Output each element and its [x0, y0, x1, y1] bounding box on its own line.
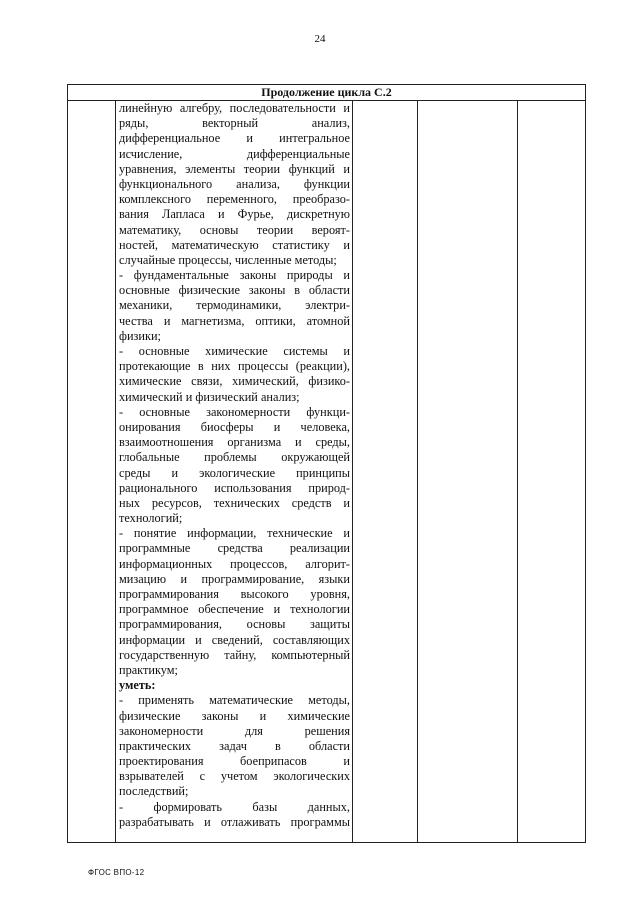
text-line: программное обеспечение и технологии	[119, 602, 350, 617]
text-line: физические законы и химические	[119, 708, 350, 723]
curriculum-table	[67, 84, 586, 843]
text-line: онирования биосферы и человека,	[119, 419, 350, 434]
text-line: закономерности для решения	[119, 723, 350, 738]
text-line: государственную тайну, компьютерный	[119, 647, 350, 662]
empty-cell-5	[518, 101, 586, 843]
text-line: протекающие в них процессы (реакции),	[119, 359, 350, 374]
text-line: программирования высокого уровня,	[119, 587, 350, 601]
text-line: линейную алгебру, последовательности и	[119, 101, 350, 115]
text-line: химический и физический анализ;	[119, 389, 300, 404]
text-line: - формировать базы данных,	[119, 799, 350, 814]
text-line: среды и экологические принципы	[119, 465, 350, 480]
text-line: уметь:	[119, 678, 156, 693]
competency-text-cell	[116, 101, 353, 843]
text-line: физики;	[119, 328, 161, 343]
table-body-row	[68, 101, 586, 843]
text-line: - фундаментальные законы природы и	[119, 268, 350, 283]
text-line: чества и магнетизма, оптики, атомной	[119, 313, 350, 328]
text-line: ряды, векторный анализ,	[119, 116, 350, 131]
text-line: исчисление, дифференциальные	[119, 146, 350, 161]
text-line: случайные процессы, численные методы;	[119, 252, 337, 267]
text-line: ностей, математическую статистику и	[119, 237, 350, 252]
text-line: ных ресурсов, технических средств и	[119, 495, 350, 510]
text-line: вания Лапласа и Фурье, дискретную	[119, 207, 350, 222]
text-line: уравнения, элементы теории функций и	[119, 161, 350, 176]
index-cell	[68, 101, 116, 843]
text-line: программирования, основы защиты	[119, 617, 350, 632]
empty-cell-4	[418, 101, 518, 843]
competency-text	[116, 101, 352, 830]
text-line: мизацию и программирование, языки	[119, 571, 350, 586]
table-header-row	[68, 85, 586, 101]
text-line: глобальные проблемы окружающей	[119, 450, 350, 465]
footer-code: ФГОС ВПО-12	[88, 868, 145, 877]
text-line: химические связи, химический, физико-	[119, 374, 350, 389]
text-line: функционального анализа, функции	[119, 176, 350, 191]
text-line: - основные закономерности функци-	[119, 404, 350, 419]
text-line: информационных процессов, алгорит-	[119, 556, 350, 571]
text-line: взаимоотношения организма и среды,	[119, 435, 350, 450]
table-header: Продолжение цикла С.2	[68, 85, 586, 101]
text-line: взрывателей с учетом экологических	[119, 769, 350, 784]
text-line: математику, основы теории вероят-	[119, 222, 350, 237]
text-line: механики, термодинамики, электри-	[119, 298, 350, 313]
text-line: - применять математические методы,	[119, 693, 350, 708]
text-line: программные средства реализации	[119, 541, 350, 556]
text-line: проектирования боеприпасов и	[119, 754, 350, 769]
text-line: разрабатывать и отлаживать программы	[119, 814, 350, 829]
text-line: - понятие информации, технические и	[119, 526, 350, 541]
text-line: последствий;	[119, 784, 189, 799]
text-line: информации и сведений, составляющих	[119, 632, 350, 647]
text-line: практических задач в области	[119, 738, 350, 753]
text-line: - основные химические системы и	[119, 344, 350, 358]
text-line: рационального использования природ-	[119, 480, 350, 495]
empty-cell-3	[353, 101, 418, 843]
text-line: основные физические законы в области	[119, 283, 350, 298]
text-line: дифференциальное и интегральное	[119, 131, 350, 146]
text-line: практикум;	[119, 662, 178, 677]
page-number: 24	[314, 33, 326, 45]
text-line: технологий;	[119, 511, 183, 526]
text-line: комплексного переменного, преобразо-	[119, 192, 350, 207]
